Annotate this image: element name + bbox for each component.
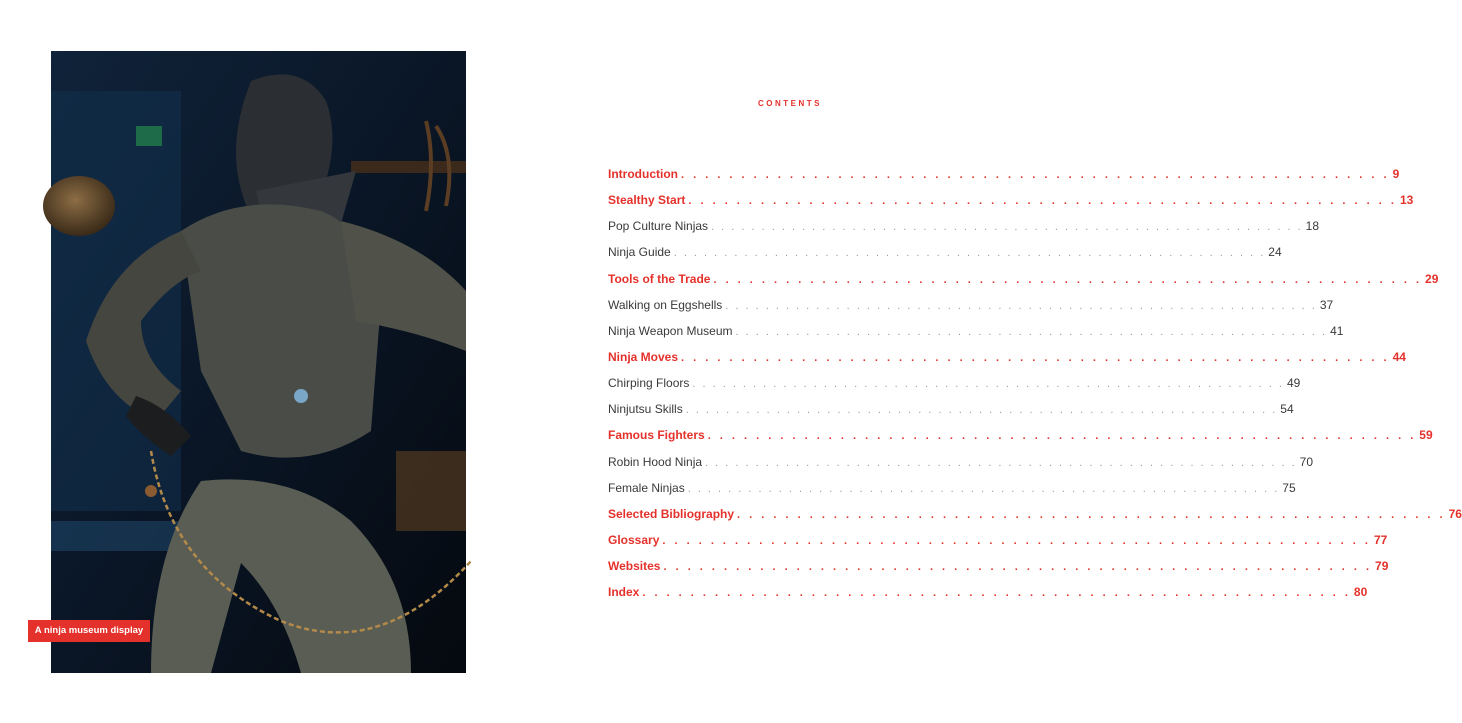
toc-entry-title: Introduction xyxy=(608,167,678,181)
toc-entry[interactable] xyxy=(608,475,1296,501)
toc-entry[interactable] xyxy=(608,449,1313,475)
toc-entry-title: Pop Culture Ninjas xyxy=(608,219,709,234)
toc-entry-title: Websites xyxy=(608,559,661,574)
toc-dot-leader: . . . . . . . . . . . . . . . . . . . . . . . . . . . . . . . . . . . . . . . . . . . . . . . . . . . . . . . . . . . xyxy=(692,378,1284,391)
toc-entry-page: 75 xyxy=(1282,480,1296,495)
toc-dot-leader: . . . . . . . . . . . . . . . . . . . . . . . . . . . . . . . . . . . . . . . . . . . . . . . . . . . . . . . . . . . xyxy=(737,508,1446,521)
toc-dot-leader: . . . . . . . . . . . . . . . . . . . . . . . . . . . . . . . . . . . . . . . . . . . . . . . . . . . . . . . . . . . xyxy=(685,404,1278,417)
toc-entry[interactable] xyxy=(608,396,1294,422)
toc-entry[interactable] xyxy=(608,213,1319,239)
toc-entry[interactable] xyxy=(608,501,1462,527)
toc-entry-page: 77 xyxy=(1373,532,1388,547)
table-of-contents xyxy=(608,161,1462,605)
toc-entry[interactable] xyxy=(608,187,1414,213)
toc-entry-title: Stealthy Start xyxy=(608,193,686,208)
toc-entry[interactable] xyxy=(608,239,1282,265)
photo-caption: A ninja museum display xyxy=(28,620,150,642)
toc-dot-leader: . . . . . . . . . . . . . . . . . . . . . . . . . . . . . . . . . . . . . . . . . . . . . . . . . . . . . . . . . . . xyxy=(681,351,1390,364)
toc-entry-page: 80 xyxy=(1353,585,1368,600)
toc-dot-leader: . . . . . . . . . . . . . . . . . . . . . . . . . . . . . . . . . . . . . . . . . . . . . . . . . . . . . . . . . . . xyxy=(642,587,1351,600)
toc-entry-title: Ninja Guide xyxy=(608,245,671,260)
toc-entry-title: Selected Bibliography xyxy=(608,506,735,521)
toc-entry-page: 79 xyxy=(1375,559,1389,574)
toc-dot-leader: . . . . . . . . . . . . . . . . . . . . . . . . . . . . . . . . . . . . . . . . . . . . . . . . . . . . . . . . . . . xyxy=(680,169,1390,181)
toc-entry[interactable] xyxy=(608,579,1368,605)
toc-entry-page: 41 xyxy=(1330,323,1344,338)
toc-entry-page: 59 xyxy=(1419,428,1433,443)
toc-dot-leader: . . . . . . . . . . . . . . . . . . . . . . . . . . . . . . . . . . . . . . . . . . . . . . . . . . . . . . . . . . . xyxy=(711,221,1303,234)
toc-dot-leader: . . . . . . . . . . . . . . . . . . . . . . . . . . . . . . . . . . . . . . . . . . . . . . . . . . . . . . . . . . . xyxy=(705,456,1297,469)
toc-entry-title: Tools of the Trade xyxy=(608,271,711,286)
toc-entry-title: Chirping Floors xyxy=(608,376,690,391)
toc-entry-title: Robin Hood Ninja xyxy=(608,454,703,469)
toc-entry[interactable] xyxy=(608,161,1400,187)
toc-entry-title: Glossary xyxy=(608,532,660,547)
toc-entry-page: 76 xyxy=(1448,506,1462,521)
toc-entry-page: 9 xyxy=(1392,167,1400,181)
toc-entry-page: 37 xyxy=(1319,297,1334,312)
toc-dot-leader: . . . . . . . . . . . . . . . . . . . . . . . . . . . . . . . . . . . . . . . . . . . . . . . . . . . . . . . . . . . xyxy=(673,247,1266,260)
ninja-display-photo xyxy=(51,51,466,673)
toc-entry-title: Index xyxy=(608,585,640,600)
toc-entry[interactable] xyxy=(608,527,1388,553)
toc-entry-title: Female Ninjas xyxy=(608,480,685,495)
toc-dot-leader: . . . . . . . . . . . . . . . . . . . . . . . . . . . . . . . . . . . . . . . . . . . . . . . . . . . . . . . . . . . xyxy=(707,430,1417,443)
toc-entry[interactable] xyxy=(608,553,1389,579)
toc-entry[interactable] xyxy=(608,266,1439,292)
toc-entry-page: 13 xyxy=(1399,193,1414,208)
toc-entry-page: 24 xyxy=(1268,245,1282,260)
toc-entry[interactable] xyxy=(608,370,1301,396)
toc-dot-leader: . . . . . . . . . . . . . . . . . . . . . . . . . . . . . . . . . . . . . . . . . . . . . . . . . . . . . . . . . . . xyxy=(662,534,1371,547)
toc-entry-page: 54 xyxy=(1280,402,1294,417)
toc-entry-title: Walking on Eggshells xyxy=(608,297,723,312)
toc-entry-page: 49 xyxy=(1286,376,1301,391)
toc-entry[interactable] xyxy=(608,292,1334,318)
toc-entry-title: Ninjutsu Skills xyxy=(608,402,683,417)
toc-entry[interactable] xyxy=(608,344,1406,370)
toc-entry-page: 70 xyxy=(1299,454,1313,469)
toc-entry-title: Ninja Moves xyxy=(608,349,679,364)
toc-entry-page: 44 xyxy=(1392,349,1406,364)
toc-dot-leader: . . . . . . . . . . . . . . . . . . . . . . . . . . . . . . . . . . . . . . . . . . . . . . . . . . . . . . . . . . . xyxy=(725,299,1317,312)
ninja-mannequin-image xyxy=(51,51,466,673)
toc-dot-leader: . . . . . . . . . . . . . . . . . . . . . . . . . . . . . . . . . . . . . . . . . . . . . . . . . . . . . . . . . . . xyxy=(713,273,1423,286)
toc-dot-leader: . . . . . . . . . . . . . . . . . . . . . . . . . . . . . . . . . . . . . . . . . . . . . . . . . . . . . . . . . . . xyxy=(688,195,1397,208)
toc-dot-leader: . . . . . . . . . . . . . . . . . . . . . . . . . . . . . . . . . . . . . . . . . . . . . . . . . . . . . . . . . . . xyxy=(687,482,1280,495)
contents-heading: CONTENTS xyxy=(758,99,822,108)
toc-dot-leader: . . . . . . . . . . . . . . . . . . . . . . . . . . . . . . . . . . . . . . . . . . . . . . . . . . . . . . . . . . . xyxy=(663,561,1373,574)
toc-entry-title: Famous Fighters xyxy=(608,428,705,443)
toc-entry-page: 18 xyxy=(1305,219,1319,234)
toc-entry-title: Ninja Weapon Museum xyxy=(608,323,733,338)
toc-dot-leader: . . . . . . . . . . . . . . . . . . . . . . . . . . . . . . . . . . . . . . . . . . . . . . . . . . . . . . . . . . . xyxy=(735,325,1328,338)
toc-entry[interactable] xyxy=(608,422,1433,448)
toc-entry[interactable] xyxy=(608,318,1344,344)
toc-entry-page: 29 xyxy=(1425,271,1439,286)
